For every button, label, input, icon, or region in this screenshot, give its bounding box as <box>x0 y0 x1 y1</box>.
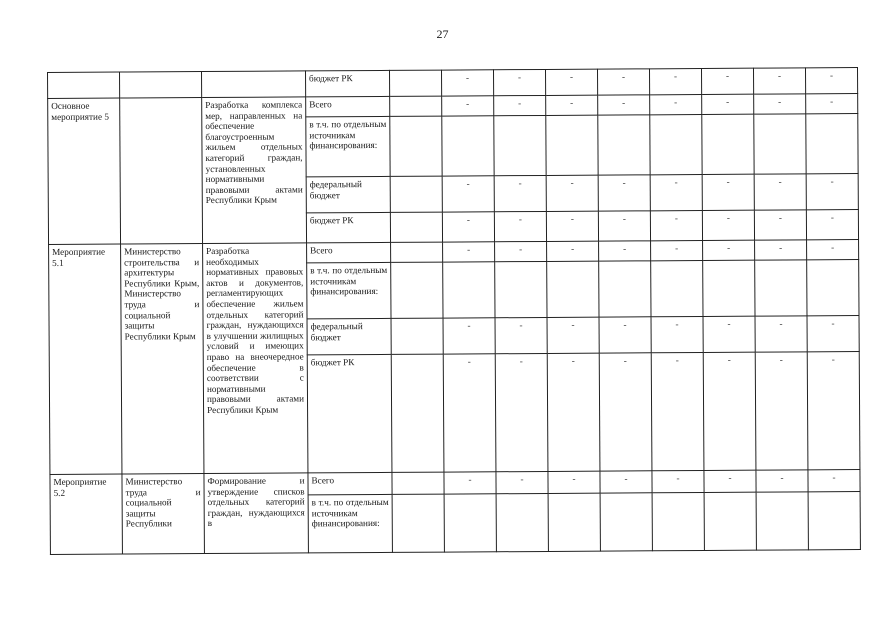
amount-cell: - <box>442 212 494 242</box>
amount-cell <box>443 262 495 318</box>
funding-source-cell: бюджет РК <box>307 354 392 473</box>
executor-cell: Министерство строительства и архитектуры Республики Крым, Министерство труда и социальной защиты Республики Крым <box>121 244 204 474</box>
amount-cell: - <box>807 316 859 352</box>
amount-cell <box>390 176 442 212</box>
amount-cell <box>391 318 443 354</box>
amount-cell: - <box>754 210 806 240</box>
funding-source-cell: федеральный бюджет <box>306 176 390 213</box>
amount-cell: - <box>599 353 652 471</box>
amount-cell: - <box>442 176 494 212</box>
amount-cell: - <box>443 354 496 472</box>
funding-source-cell: Всего <box>307 242 391 263</box>
amount-cell <box>754 114 806 174</box>
funding-source-cell: в т.ч. по отдельным источникам финансирования: <box>306 116 390 177</box>
amount-cell: - <box>597 69 649 95</box>
event-name-cell: Мероприятие 5.2 <box>50 474 122 554</box>
amount-cell: - <box>495 353 548 471</box>
amount-cell <box>600 493 652 551</box>
amount-cell <box>704 492 756 550</box>
amount-cell <box>391 354 444 472</box>
amount-cell: - <box>702 174 754 210</box>
amount-cell: - <box>599 317 651 353</box>
amount-cell: - <box>702 94 754 114</box>
amount-cell <box>807 260 859 316</box>
amount-cell: - <box>598 95 650 115</box>
funding-source-cell: в т.ч. по отдельным источникам финансирования: <box>307 262 391 319</box>
amount-cell: - <box>548 471 600 493</box>
amount-cell <box>391 242 443 262</box>
amount-cell: - <box>599 241 651 261</box>
amount-cell: - <box>703 240 755 260</box>
amount-cell <box>390 96 442 116</box>
funding-source-cell: Всего <box>308 472 392 495</box>
amount-cell <box>494 115 546 175</box>
amount-cell: - <box>546 211 598 241</box>
amount-cell: - <box>600 471 652 493</box>
amount-cell: - <box>808 470 860 492</box>
amount-cell: - <box>651 352 704 470</box>
amount-cell: - <box>494 175 546 211</box>
amount-cell: - <box>807 352 860 470</box>
amount-cell: - <box>443 318 495 354</box>
amount-cell: - <box>756 470 808 492</box>
amount-cell <box>599 261 651 317</box>
amount-cell <box>755 260 807 316</box>
amount-cell <box>495 261 547 317</box>
description-cell <box>202 71 306 98</box>
amount-cell: - <box>444 472 496 494</box>
amount-cell: - <box>495 317 547 353</box>
funding-source-cell: в т.ч. по отдельным источникам финансирования: <box>308 494 392 553</box>
amount-cell: - <box>494 95 546 115</box>
funding-source-cell: бюджет РК <box>305 70 389 97</box>
funding-source-cell: бюджет РК <box>306 212 390 243</box>
amount-cell: - <box>806 94 858 114</box>
amount-cell <box>547 261 599 317</box>
amount-cell: - <box>701 68 753 94</box>
amount-cell <box>390 116 442 176</box>
amount-cell <box>548 493 600 551</box>
amount-cell <box>392 494 444 552</box>
amount-cell <box>702 114 754 174</box>
amount-cell <box>390 212 442 242</box>
amount-cell: - <box>807 240 859 260</box>
amount-cell: - <box>443 242 495 262</box>
amount-cell: - <box>546 95 598 115</box>
amount-cell: - <box>652 470 704 492</box>
description-cell: Разработка комплекса мер, направленных на обеспечение благоустроенным жильем отдельных категорий граждан, установленных нормативными правовыми актами Республики Крым <box>202 97 307 244</box>
amount-cell: - <box>496 471 548 493</box>
amount-cell <box>392 472 444 494</box>
executor-cell: Министерство труда и социальной защиты Республики <box>122 474 204 554</box>
amount-cell <box>652 492 704 550</box>
amount-cell: - <box>755 240 807 260</box>
amount-cell: - <box>494 211 546 241</box>
amount-cell <box>442 116 494 176</box>
amount-cell: - <box>650 95 702 115</box>
amount-cell <box>651 260 703 316</box>
amount-cell: - <box>704 470 756 492</box>
amount-cell: - <box>703 352 756 470</box>
amount-cell: - <box>442 96 494 116</box>
amount-cell: - <box>755 352 808 470</box>
amount-cell: - <box>703 316 755 352</box>
amount-cell: - <box>547 241 599 261</box>
page-number: 27 <box>436 27 449 41</box>
event-name-cell: Мероприятие 5.1 <box>49 244 122 474</box>
amount-cell: - <box>649 69 701 95</box>
amount-cell <box>703 260 755 316</box>
amount-cell: - <box>702 210 754 240</box>
amount-cell <box>806 114 858 174</box>
amount-cell: - <box>650 210 702 240</box>
event-name-cell <box>48 72 120 98</box>
amount-cell: - <box>805 68 857 94</box>
executor-cell <box>120 98 203 244</box>
budget-table <box>47 67 861 555</box>
amount-cell: - <box>806 174 858 210</box>
amount-cell: - <box>806 210 858 240</box>
amount-cell <box>546 115 598 175</box>
amount-cell: - <box>547 353 600 471</box>
amount-cell: - <box>598 175 650 211</box>
executor-cell <box>120 72 202 99</box>
amount-cell: - <box>547 317 599 353</box>
amount-cell <box>389 70 441 96</box>
amount-cell <box>496 493 548 551</box>
amount-cell: - <box>546 175 598 211</box>
amount-cell: - <box>754 174 806 210</box>
amount-cell: - <box>754 94 806 114</box>
amount-cell: - <box>651 316 703 352</box>
amount-cell <box>808 492 860 550</box>
description-cell: Формирование и утверждение списков отдельных категорий граждан, нуждающихся в <box>204 473 308 554</box>
event-name-cell: Основное мероприятие 5 <box>48 98 121 244</box>
amount-cell <box>756 492 808 550</box>
amount-cell: - <box>493 69 545 95</box>
amount-cell: - <box>598 211 650 241</box>
amount-cell: - <box>495 241 547 261</box>
amount-cell <box>391 262 443 318</box>
amount-cell: - <box>755 316 807 352</box>
amount-cell <box>598 115 650 175</box>
description-cell: Разработка необходимых нормативных правовых актов и документов, регламентирующих обеспечение жильем отдельных категорий граждан, нуждающихся в улучшении жилищных условий и имеющих право на внеочередное обеспечение в соответствии с нормативными правовыми актами Республики Крым <box>203 243 308 474</box>
amount-cell <box>444 494 496 552</box>
funding-source-cell: федеральный бюджет <box>307 318 391 355</box>
amount-cell <box>650 115 702 175</box>
funding-source-cell: Всего <box>306 96 390 117</box>
amount-cell: - <box>441 70 493 96</box>
amount-cell: - <box>651 240 703 260</box>
amount-cell: - <box>650 174 702 210</box>
amount-cell: - <box>753 68 805 94</box>
amount-cell: - <box>545 69 597 95</box>
